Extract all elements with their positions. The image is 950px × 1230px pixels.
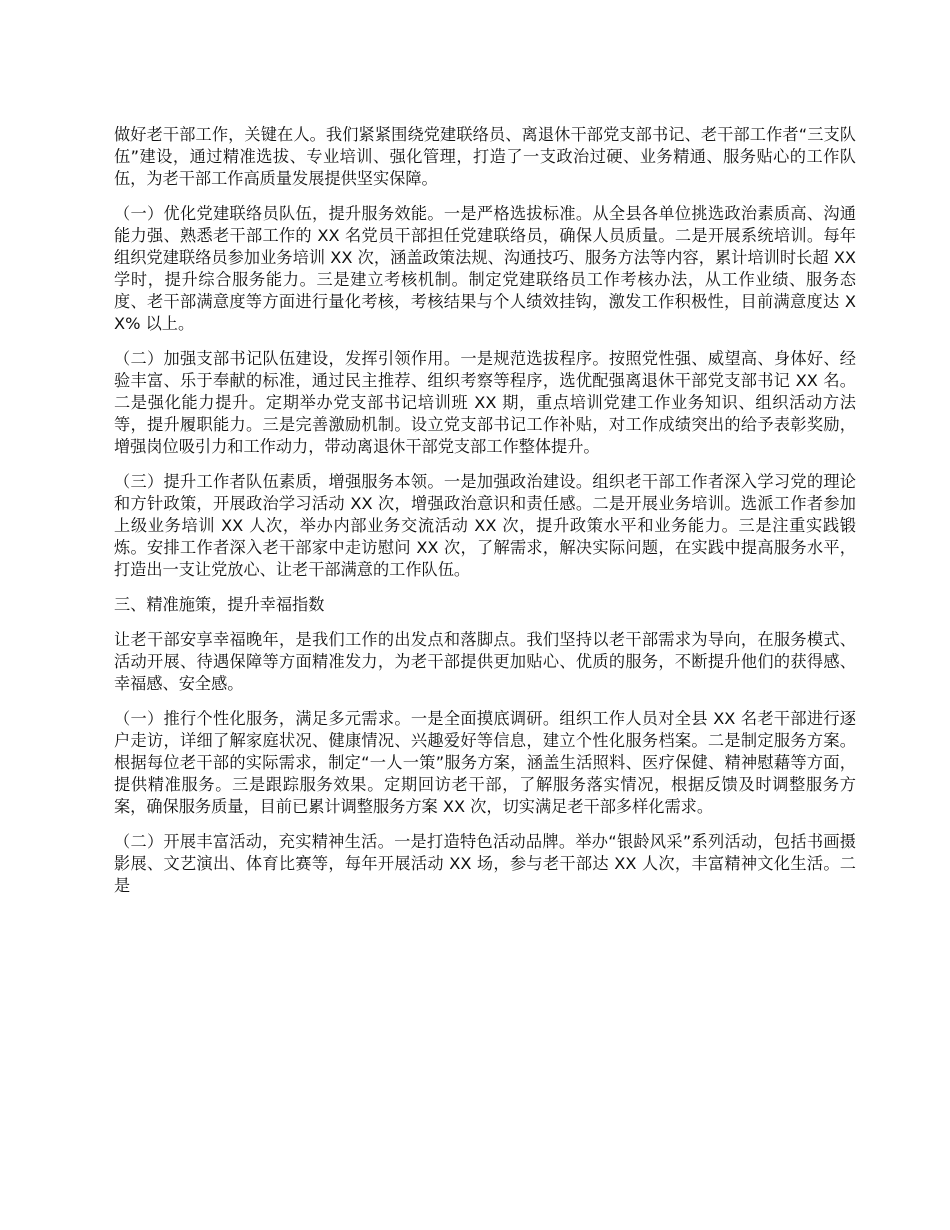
paragraph-intro: 做好老干部工作，关键在人。我们紧紧围绕党建联络员、离退休干部党支部书记、老干部工作者“三支队伍”建设，通过精准选拔、专业培训、强化管理，打造了一支政治过硬、业务精通、服务贴心的工作队伍，为老干部工作高质量发展提供坚实保障。 [114, 125, 856, 188]
paragraph-section-intro: 让老干部安享幸福晚年，是我们工作的出发点和落脚点。我们坚持以老干部需求为导向，在服务模式、活动开展、待遇保障等方面精准发力，为老干部提供更加贴心、优质的服务，不断提升他们的获得感、幸福感、安全感。 [114, 630, 856, 693]
paragraph-branch-secretary-team: （二）加强支部书记队伍建设，发挥引领作用。一是规范选拔程序。按照党性强、威望高、身体好、经验丰富、乐于奉献的标准，通过民主推荐、组织考察等程序，选优配强离退休干部党支部书记 XX 名。二是强化能力提升。定期举办党支部书记培训班 XX 期，重点培训党建工作业务知识、组织活动方法等，提升履职能力。三是完善激励机制。设立党支部书记工作补贴，对工作成绩突出的给予表彰奖励，增强岗位吸引力和工作动力，带动离退休干部党支部工作整体提升。 [114, 349, 856, 456]
paragraph-liaison-team: （一）优化党建联络员队伍，提升服务效能。一是严格选拔标准。从全县各单位挑选政治素质高、沟通能力强、熟悉老干部工作的 XX 名党员干部担任党建联络员，确保人员质量。二是开展系统培训。每年组织党建联络员参加业务培训 XX 次，涵盖政策法规、沟通技巧、服务方法等内容，累计培训时长超 XX 学时，提升综合服务能力。三是建立考核机制。制定党建联络员工作考核办法，从工作业绩、服务态度、老干部满意度等方面进行量化考核，考核结果与个人绩效挂钩，激发工作积极性，目前满意度达 XX% 以上。 [114, 204, 856, 333]
paragraph-worker-team: （三）提升工作者队伍素质，增强服务本领。一是加强政治建设。组织老干部工作者深入学习党的理论和方针政策，开展政治学习活动 XX 次，增强政治意识和责任感。二是开展业务培训。选派工作者参加上级业务培训 XX 人次，举办内部业务交流活动 XX 次，提升政策水平和业务能力。三是注重实践锻炼。安排工作者深入老干部家中走访慰问 XX 次，了解需求，解决实际问题，在实践中提高服务水平，打造出一支让党放心、让老干部满意的工作队伍。 [114, 472, 856, 579]
paragraph-personalized-service: （一）推行个性化服务，满足多元需求。一是全面摸底调研。组织工作人员对全县 XX 名老干部进行逐户走访，详细了解家庭状况、健康情况、兴趣爱好等信息，建立个性化服务档案。二是制定服务方案。根据每位老干部的实际需求，制定“一人一策”服务方案，涵盖生活照料、医疗保健、精神慰藉等方面，提供精准服务。三是跟踪服务效果。定期回访老干部，了解服务落实情况，根据反馈及时调整服务方案，确保服务质量，目前已累计调整服务方案 XX 次，切实满足老干部多样化需求。 [114, 709, 856, 816]
section-heading: 三、精准施策，提升幸福指数 [114, 595, 325, 614]
paragraph-rich-activities: （二）开展丰富活动，充实精神生活。一是打造特色活动品牌。举办“银龄风采”系列活动，包括书画摄影展、文艺演出、体育比赛等，每年开展活动 XX 场，参与老干部达 XX 人次，丰富精神文化生活。二是 [114, 832, 856, 895]
document-body [114, 124, 856, 910]
